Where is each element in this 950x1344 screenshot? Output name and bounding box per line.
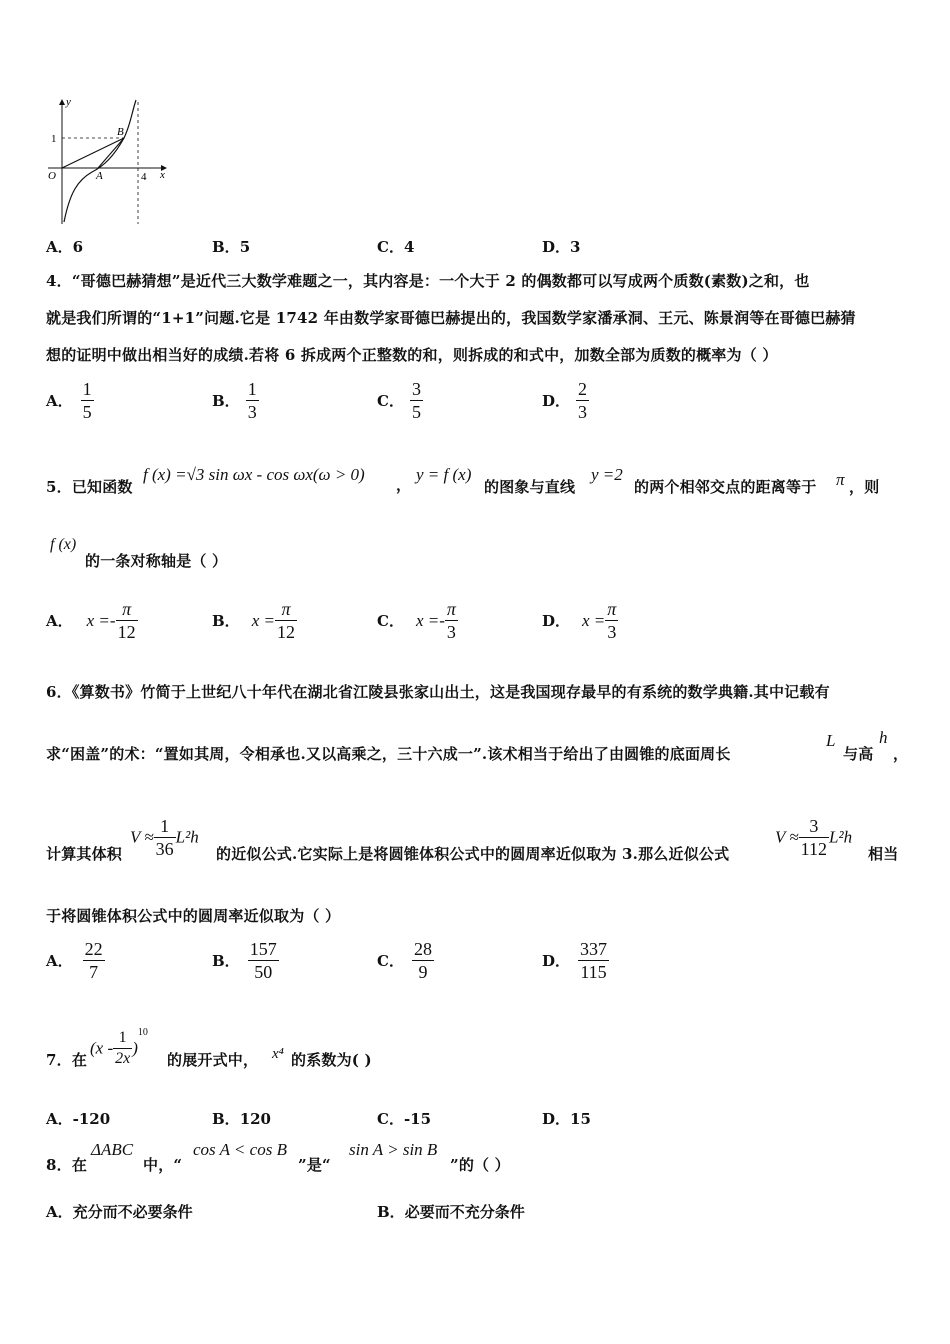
q6-line-2: 求“困盖”的术：“置如其周，令相承也.又以高乘之，三十六成一”.该术相当于给出了由圆锥的底面周长 — [46, 745, 731, 763]
point-b-label: B — [117, 126, 124, 138]
q6-line-3a: 计算其体积 — [46, 845, 123, 863]
q8-option-a: A．充分而不必要条件 — [46, 1203, 193, 1221]
q6-option-d: D． $\frac{337}{115}$ — [542, 939, 608, 982]
q8-option-b: B．必要而不充分条件 — [377, 1203, 525, 1221]
q5-option-d: D． x = $\frac{\pi}{3}$ — [542, 599, 617, 642]
q6-L: L — [826, 731, 836, 750]
q6-h: h — [879, 728, 888, 747]
q7-option-c: C．-15 — [377, 1110, 432, 1128]
q5-prefix: 5．已知函数 — [46, 478, 133, 496]
q5-option-b: B． x = $\frac{\pi}{12}$ — [212, 599, 295, 642]
q5-yfx: y = f (x) — [416, 465, 472, 484]
q7-option-a: A．-120 — [46, 1110, 111, 1128]
q5-pi: π — [836, 470, 845, 489]
q7-prefix: 7．在 — [46, 1051, 88, 1069]
q5-option-c: C． x =- $\frac{\pi}{3}$ — [377, 599, 456, 642]
q4-option-b: B． $\frac{1}{3}$ — [212, 379, 257, 422]
y-label: y — [66, 96, 71, 108]
q7-option-d: D．15 — [542, 1110, 591, 1128]
q5-line-2: 的一条对称轴是（ ） — [85, 552, 228, 570]
curve — [64, 100, 136, 222]
q8-triangle: ΔABC — [91, 1140, 134, 1159]
q5-option-a: A． x =- $\frac{\pi}{12}$ — [46, 599, 136, 642]
q4-option-d: D． $\frac{2}{3}$ — [542, 379, 588, 422]
q8-condition-1: cos A < cos B — [193, 1140, 287, 1159]
q8-condition-2: sin A > sin B — [349, 1140, 438, 1159]
q7-term: x⁴ — [272, 1046, 284, 1062]
tick-x-label: 4 — [141, 171, 147, 183]
q5-line: y =2 — [591, 465, 623, 484]
function-graph — [40, 92, 180, 228]
q4-line-2: 就是我们所谓的“1+1”问题.它是 1742 年由数学家哥德巴赫提出的，我国数学家潘承洞、王元、陈景润等在哥德巴赫猜 — [46, 309, 856, 327]
q6-option-b: B． $\frac{157}{50}$ — [212, 939, 277, 982]
q7-option-b: B．120 — [212, 1110, 271, 1128]
q3-option-a: A．6 — [46, 238, 84, 256]
q6-formula-1: V ≈ $\frac{1}{36}$ L²h — [130, 816, 199, 859]
q6-option-a: A． $\frac{22}{7}$ — [46, 939, 103, 982]
q4-option-c: C． $\frac{3}{5}$ — [377, 379, 421, 422]
q5-fx: f (x) — [50, 536, 77, 553]
q4-option-a: A． $\frac{1}{5}$ — [46, 379, 92, 422]
q3-option-d: D．3 — [542, 238, 581, 256]
q3-option-c: C．4 — [377, 238, 415, 256]
q6-formula-2: V ≈ $\frac{3}{112}$ L²h — [775, 816, 853, 859]
q6-option-c: C． $\frac{28}{9}$ — [377, 939, 432, 982]
q6-line-1: 6．《算数书》竹简于上世纪八十年代在湖北省江陵县张家山出土，这是我国现存最早的有系统的数学典籍.其中记载有 — [46, 683, 830, 701]
q5-function: f (x) =√3 sin ωx - cos ωx(ω > 0) — [143, 465, 365, 484]
x-label: x — [160, 169, 165, 181]
point-a-label: A — [96, 170, 103, 182]
q6-line-4: 于将圆锥体积公式中的圆周率近似取为（ ） — [46, 907, 341, 925]
origin-label: O — [48, 170, 56, 182]
q7-expression: (x - $\frac{1}{2x}$ )$^{10}$ — [90, 1027, 148, 1067]
q4-line-3: 想的证明中做出相当好的成绩.若将 6 拆成两个正整数的和，则拆成的和式中，加数全部为质数的概率为（ ） — [46, 346, 778, 364]
q6-line-3b: 的近似公式.它实际上是将圆锥体积公式中的圆周率近似取为 3.那么近似公式 — [216, 845, 730, 863]
q4-line-1: 4．“哥德巴赫猜想”是近代三大数学难题之一，其内容是：一个大于 2 的偶数都可以写成两个质数(素数)之和，也 — [46, 272, 810, 290]
q8-prefix: 8．在 — [46, 1156, 88, 1174]
tick-y-label: 1 — [51, 133, 57, 145]
q3-option-b: B．5 — [212, 238, 251, 256]
